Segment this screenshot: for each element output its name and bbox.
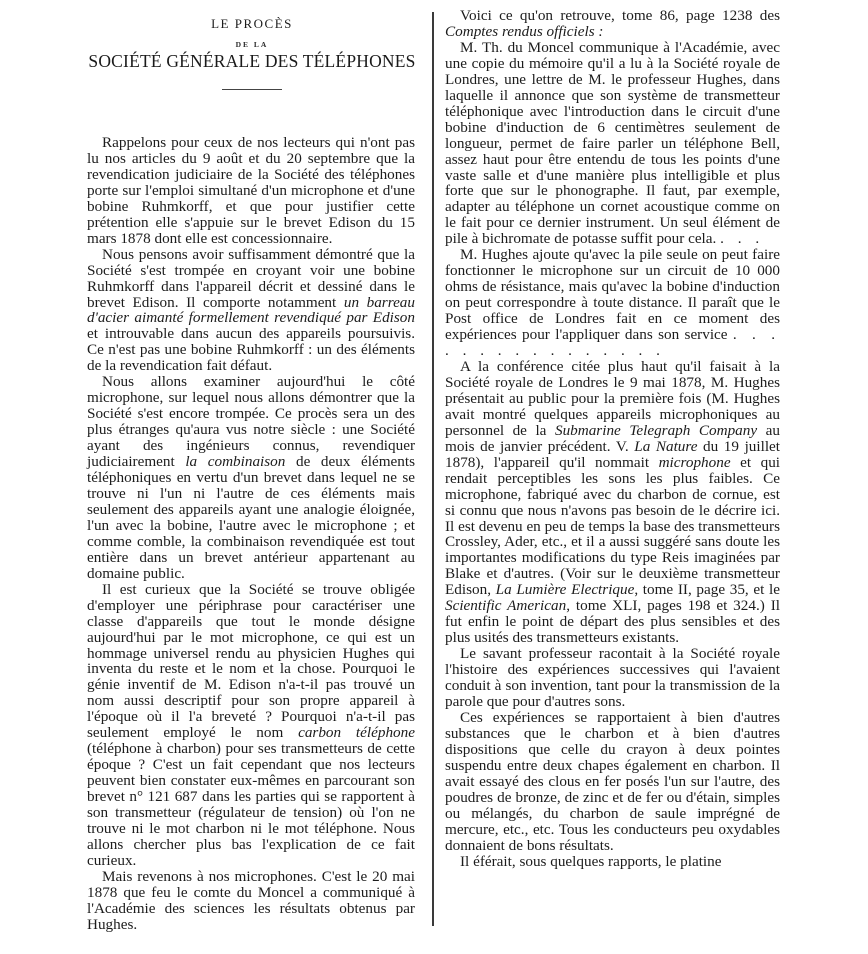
column-divider xyxy=(432,12,434,926)
left-column xyxy=(87,135,415,933)
text-run: et qui rendait perceptibles les sons les plus faibles. Ce microphone, fabriqué avec du charbon de cornue, est si connu que nous n'avons pas besoin de le décrire ici. Il est devenu en peu de temps la base des transmetteurs Crossley, Ader, etc., et il a aussi suggéré sans doute les importantes modifications du type Reis imaginées par Blake et d'autres. (Voir sur le deuxième transmetteur Edison, xyxy=(445,453,781,599)
text-run: Nous allons examiner aujourd'hui le côté microphone, sur lequel nous allons démontrer que la Société s'est encore trompée. Ce procès sera un des plus étranges qu'aura vus notre siècle : une Société ayant des ingénieurs connus, revendiquer judiciairement xyxy=(87,373,415,471)
italic-text-run: un barreau d'acier aimanté formellement revendiqué par Edison xyxy=(87,293,415,327)
text-run: de deux éléments téléphoniques en vertu d'un brevet dans lequel ne se trouve ni l'un ni l'autre de ces éléments mais seulement des appareils ayant une analogie éloignée, l'un avec la bobine, l'autre avec le microphone ; et comme comble, la combinaison revendiquée est tout entière dans un brevet antérieur appartenant au domaine public. xyxy=(87,453,416,582)
text-run: A la conférence citée plus haut qu'il faisait à la Société royale de Londres le 9 mai 1878, M. Hughes présentait au public pour la première fois (M. Hughes avait montré quelques appareils microphoniques au personnel de la xyxy=(445,357,780,439)
paragraph: Mais revenons à nos microphones. C'est le 20 mai 1878 que feu le comte du Moncel a communiqué à l'Académie des sciences les résultats obtenus par Hughes. xyxy=(87,867,415,933)
italic-text-run: microphone xyxy=(658,453,731,471)
italic-text-run: La Nature xyxy=(634,437,698,455)
paragraph xyxy=(445,359,780,646)
text-run: du 19 juillet 1878), l'appareil qu'il nommait xyxy=(445,437,781,471)
article-header xyxy=(87,10,417,90)
paragraph: Il éférait, sous quelques rapports, le platine xyxy=(460,852,722,870)
right-column xyxy=(445,8,780,869)
ellipsis-dots: . . . xyxy=(720,230,765,248)
quoted-paragraph xyxy=(445,247,780,359)
quoted-paragraph xyxy=(445,40,780,247)
italic-text-run: La Lumière Electrique xyxy=(495,581,635,599)
title-rule-divider xyxy=(222,89,282,90)
paragraph xyxy=(87,582,415,869)
text-run: M. Th. du Moncel communique à l'Académie, avec une copie du mémoire qu'il a lu à la Société royale de Londres, une lettre de M. le professeur Hughes, dans laquelle il annonce que son système de transmetteur téléphonique avec l'introduction dans le circuit d'une bobine d'induction de 6 centimètres seulement de longueur, permet de faire parler un téléphone Bell, assez haut pour être entendu de tous les points d'une vaste salle et d'une manière plus intelligible et plus forte que sur le phonographe. Il faut, par exemple, adapter au téléphone un cornet acoustique comme on le fait pour ce dernier instrument. Un seul élément de pile à bichromate de potasse suffit pour cela. xyxy=(445,38,780,248)
paragraph: Ces expériences se rapportaient à bien d'autres substances que le charbon et à bien d'autres dispositions que celle du crayon à deux pointes suspendu entre deux chapes également en charbon. Il avait essayé des clous en fer posés l'un sur l'autre, des poudres de bronze, de zinc et de fer ou d'étain, simples ou mélangés, du charbon de saule imprégné de mercure, etc., etc. Tous les conducteurs peu oxydables donnaient de bons résultats. xyxy=(445,708,780,854)
paragraph: Rappelons pour ceux de nos lecteurs qui n'ont pas lu nos articles du 9 août et du 20 septembre que la revendication judiciaire de la Société des téléphones porte sur l'emploi simultané d'un microphone et d'une bobine Ruhmkorff, et que pour justifier cette prétention elle s'appuie sur le brevet Edison du 15 mars 1878 dont elle est concessionnaire. xyxy=(87,134,415,247)
text-run: , tome II, page 35, et le xyxy=(634,581,780,599)
article-title: SOCIÉTÉ GÉNÉRALE DES TÉLÉPHONES xyxy=(88,51,416,71)
title-line-1: LE PROCÈS xyxy=(211,16,293,31)
ellipsis-dots: . . . . . . . . . . . . . . . . xyxy=(445,326,781,360)
text-run: au mois de janvier précédent. V. xyxy=(445,421,781,455)
text-run: Voici ce qu'on retrouve, tome 86, page 1238 des xyxy=(460,7,780,24)
italic-text-run: la combinaison xyxy=(185,453,286,471)
text-run: Il est curieux que la Société se trouve obligée d'employer une périphrase pour caractériser une classe d'appareils que tout le monde désigne aujourd'hui par le mot microphone, ce qui est un hommage universel rendu au physicien Hughes qui inventa du reste et le nom et la chose. Pourquoi le génie inventif de M. Edison n'a-t-il pas trouvé un nom aussi descriptif pour son propre appareil à l'époque où il l'a breveté ? Pourquoi n'a-t-il pas seulement employé le nom xyxy=(87,580,415,742)
paragraph xyxy=(87,374,415,581)
italic-text-run: Submarine Telegraph Company xyxy=(554,421,758,439)
italic-text-run: Scientific American xyxy=(445,597,567,615)
paragraph xyxy=(87,247,415,375)
text-run: , tome XLI, pages 198 et 324.) Il fut enfin le point de départ des plus sensibles et des plus usités des transmetteurs existants. xyxy=(445,597,781,647)
text-run: (téléphone à charbon) pour ses transmetteurs de cette époque ? C'est un fait cependant que nos lecteurs peuvent bien constater eux-mêmes en parcourant son brevet n° 121 687 dans les parties qui se rapportent à son transmetteur (régulateur de tension) où l'on ne trouve ni le mot charbon ni le mot téléphone. Nous allons chercher plus bas l'explication de ce fait curieux. xyxy=(87,740,415,869)
text-run: Nous pensons avoir suffisamment démontré que la Société s'est trompée en croyant voir une bobine Ruhmkorff dans l'appareil décrit et dessiné dans le brevet Edison. Il comporte notamment xyxy=(87,245,415,311)
text-run: et introuvable dans aucun des appareils poursuivis. Ce n'est pas une bobine Ruhmkorff : un des éléments de la revendication fait défaut. xyxy=(87,325,415,375)
text-run: M. Hughes ajoute qu'avec la pile seule on peut faire fonctionner le microphone sur un circuit de 10 000 ohms de résistance, mais qu'avec la bobine d'induction on peut correspondre à toute distance. Il paraît que le Post office de Londres fait en ce moment des expériences pour l'appliquer dans son service xyxy=(445,246,780,344)
title-line-2: DE LA xyxy=(235,40,269,49)
paragraph xyxy=(445,8,780,40)
paragraph: Le savant professeur racontait à la Société royale l'histoire des expériences successives qui l'avaient conduit à son invention, tant pour la transmission de la parole que pour d'autres sons. xyxy=(445,645,780,710)
italic-text-run: Comptes rendus officiels : xyxy=(445,22,604,40)
italic-text-run: carbon téléphone xyxy=(298,724,415,742)
